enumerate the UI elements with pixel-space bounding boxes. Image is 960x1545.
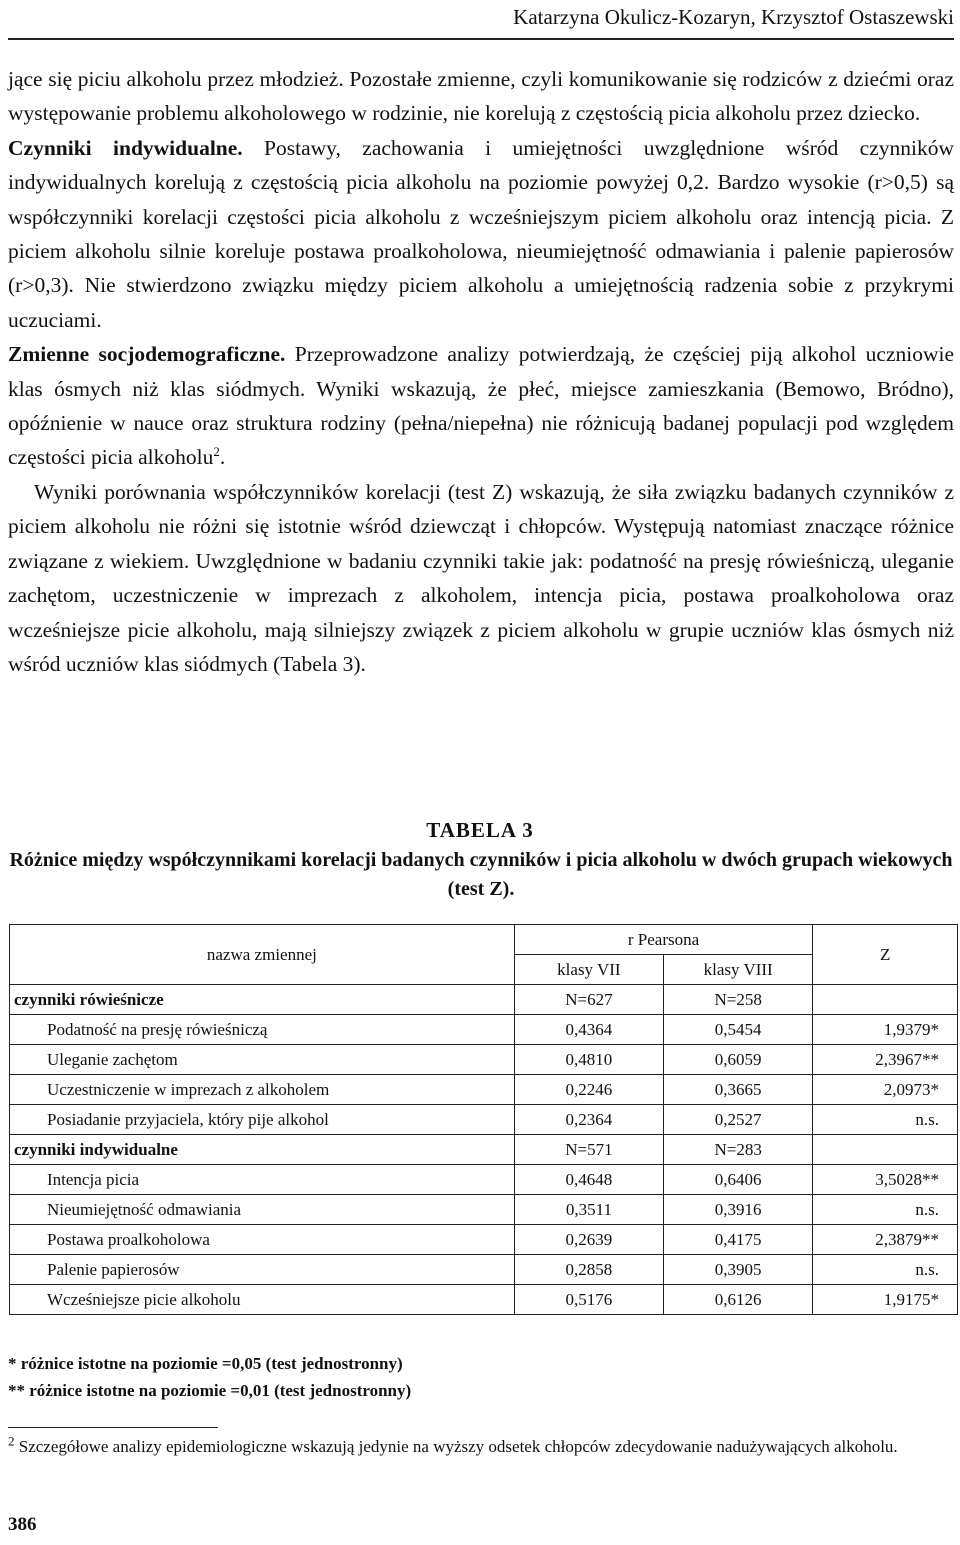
row-name: Wcześniejsze picie alkoholu bbox=[10, 1285, 515, 1315]
row-r-class-vii: 0,2246 bbox=[514, 1075, 663, 1105]
table-row bbox=[10, 1285, 958, 1315]
footnote-ref: 2 bbox=[213, 444, 220, 460]
group-name: czynniki rówieśnicze bbox=[10, 985, 515, 1015]
header-authors: Katarzyna Okulicz-Kozaryn, Krzysztof Ostaszewski bbox=[513, 5, 954, 29]
paragraph-3 bbox=[8, 337, 954, 475]
table-group-row bbox=[10, 985, 958, 1015]
row-r-class-vii: 0,2364 bbox=[514, 1105, 663, 1135]
paragraph-2-text: Postawy, zachowania i umiejętności uwzględnione wśród czynników indywidualnych korelują z częstością picia alkoholu na poziomie powyżej 0,2. Bardzo wysokie (r>0,5) są współczynniki korelacji częstości picia alkoholu z wcześniejszym piciem alkoholu oraz intencją picia. Z piciem alkoholu silnie koreluje postawa proalkoholowa, nieumiejętność odmawiania i palenie papierosów (r>0,3). Nie stwierdzono związku między piciem alkoholu a umiejętnością radzenia sobie z przykrymi uczuciami. bbox=[8, 135, 954, 332]
footnote-significance-005: * różnice istotne na poziomie =0,05 (test jednostronny) bbox=[8, 1354, 403, 1373]
row-r-class-vii: 0,3511 bbox=[514, 1195, 663, 1225]
table-row bbox=[10, 1225, 958, 1255]
table-row bbox=[10, 1165, 958, 1195]
footnote-divider bbox=[8, 1427, 218, 1428]
row-r-class-viii: 0,3916 bbox=[664, 1195, 813, 1225]
table-header-row bbox=[10, 925, 958, 955]
table-row bbox=[10, 1075, 958, 1105]
row-r-class-vii: 0,4648 bbox=[514, 1165, 663, 1195]
running-header bbox=[8, 0, 954, 40]
header-class-vii: klasy VII bbox=[514, 955, 663, 985]
row-r-class-viii: 0,5454 bbox=[664, 1015, 813, 1045]
header-class-viii: klasy VIII bbox=[664, 955, 813, 985]
table-row bbox=[10, 1195, 958, 1225]
row-r-class-vii: 0,2639 bbox=[514, 1225, 663, 1255]
header-variable-name: nazwa zmiennej bbox=[10, 925, 515, 985]
group-z bbox=[813, 985, 958, 1015]
row-r-class-vii: 0,4810 bbox=[514, 1045, 663, 1075]
row-r-class-viii: 0,6406 bbox=[664, 1165, 813, 1195]
row-name: Uczestniczenie w imprezach z alkoholem bbox=[10, 1075, 515, 1105]
table-group-row bbox=[10, 1135, 958, 1165]
row-z: 2,3879** bbox=[813, 1225, 958, 1255]
table-row bbox=[10, 1105, 958, 1135]
body-text bbox=[8, 62, 954, 681]
row-name: Palenie papierosów bbox=[10, 1255, 515, 1285]
row-name: Podatność na presję rówieśniczą bbox=[10, 1015, 515, 1045]
group-z bbox=[813, 1135, 958, 1165]
row-z: n.s. bbox=[813, 1105, 958, 1135]
table-row bbox=[10, 1045, 958, 1075]
paragraph-2 bbox=[8, 131, 954, 337]
page-number: 386 bbox=[8, 1514, 37, 1535]
row-r-class-viii: 0,6126 bbox=[664, 1285, 813, 1315]
row-z: 1,9175* bbox=[813, 1285, 958, 1315]
paragraph-3-heading: Zmienne socjodemograficzne. bbox=[8, 342, 286, 367]
group-n-class-vii: N=627 bbox=[514, 985, 663, 1015]
row-name: Nieumiejętność odmawiania bbox=[10, 1195, 515, 1225]
row-r-class-viii: 0,3665 bbox=[664, 1075, 813, 1105]
group-name: czynniki indywidualne bbox=[10, 1135, 515, 1165]
row-r-class-viii: 0,3905 bbox=[664, 1255, 813, 1285]
row-r-class-viii: 0,6059 bbox=[664, 1045, 813, 1075]
table-row bbox=[10, 1255, 958, 1285]
row-r-class-vii: 0,2858 bbox=[514, 1255, 663, 1285]
row-name: Intencja picia bbox=[10, 1165, 515, 1195]
table-label: TABELA 3 bbox=[426, 818, 534, 842]
row-z: 2,3967** bbox=[813, 1045, 958, 1075]
footnote-significance-001: ** różnice istotne na poziomie =0,01 (test jednostronny) bbox=[8, 1381, 412, 1400]
row-r-class-vii: 0,5176 bbox=[514, 1285, 663, 1315]
row-r-class-viii: 0,4175 bbox=[664, 1225, 813, 1255]
row-r-class-vii: 0,4364 bbox=[514, 1015, 663, 1045]
page-footnote-marker: 2 bbox=[8, 1433, 15, 1449]
row-name: Postawa proalkoholowa bbox=[10, 1225, 515, 1255]
correlation-table bbox=[9, 924, 958, 1315]
group-n-class-viii: N=258 bbox=[664, 985, 813, 1015]
page-footnote-text: Szczegółowe analizy epidemiologiczne wskazują jedynie na wyższy odsetek chłopców zdecydowanie nadużywających alkoholu. bbox=[14, 1437, 898, 1456]
page-footnote bbox=[8, 1434, 954, 1459]
table-row bbox=[10, 1015, 958, 1045]
row-z: 1,9379* bbox=[813, 1015, 958, 1045]
row-name: Posiadanie przyjaciela, który pije alkohol bbox=[10, 1105, 515, 1135]
table-caption: Różnice między współczynnikami korelacji badanych czynników i picia alkoholu w dwóch grupach wiekowych (test Z). bbox=[9, 849, 953, 900]
header-z: Z bbox=[813, 925, 958, 985]
row-z: n.s. bbox=[813, 1255, 958, 1285]
table-footnotes bbox=[8, 1350, 411, 1404]
paragraph-3-end: . bbox=[219, 445, 226, 470]
row-r-class-viii: 0,2527 bbox=[664, 1105, 813, 1135]
paragraph-1: jące się piciu alkoholu przez młodzież. Pozostałe zmienne, czyli komunikowanie się rodziców z dziećmi oraz występowanie problemu alkoholowego w rodzinie, nie korelują z częstością picia alkoholu przez dziecko. bbox=[8, 67, 954, 126]
row-z: n.s. bbox=[813, 1195, 958, 1225]
row-name: Uleganie zachętom bbox=[10, 1045, 515, 1075]
group-n-class-vii: N=571 bbox=[514, 1135, 663, 1165]
paragraph-2-heading: Czynniki indywidualne. bbox=[8, 135, 243, 160]
paragraph-4: Wyniki porównania współczynników korelacji (test Z) wskazują, że siła związku badanych czynników z piciem alkoholu nie różni się istotnie wśród dziewcząt i chłopców. Występują natomiast znaczące różnice związane z wiekiem. Uwzględnione w badaniu czynniki takie jak: podatność na presję rówieśniczą, uleganie zachętom, uczestniczenie w imprezach z alkoholem, intencja picia, postawa proalkoholowa oraz wcześniejsze picie alkoholu, mają silniejszy związek z piciem alkoholu w grupie uczniów klas ósmych niż wśród uczniów klas siódmych (Tabela 3). bbox=[8, 479, 954, 676]
paragraph-3-text: Przeprowadzone analizy potwierdzają, że częściej piją alkohol uczniowie klas ósmych niż klas siódmych. Wyniki wskazują, że płeć, miejsce zamieszkania (Bemowo, Bródno), opóźnienie w nauce oraz struktura rodziny (pełna/niepełna) nie różnicują badanej populacji pod względem częstości picia alkoholu bbox=[8, 342, 954, 470]
row-z: 2,0973* bbox=[813, 1075, 958, 1105]
group-n-class-viii: N=283 bbox=[664, 1135, 813, 1165]
header-pearson: r Pearsona bbox=[514, 925, 813, 955]
row-z: 3,5028** bbox=[813, 1165, 958, 1195]
